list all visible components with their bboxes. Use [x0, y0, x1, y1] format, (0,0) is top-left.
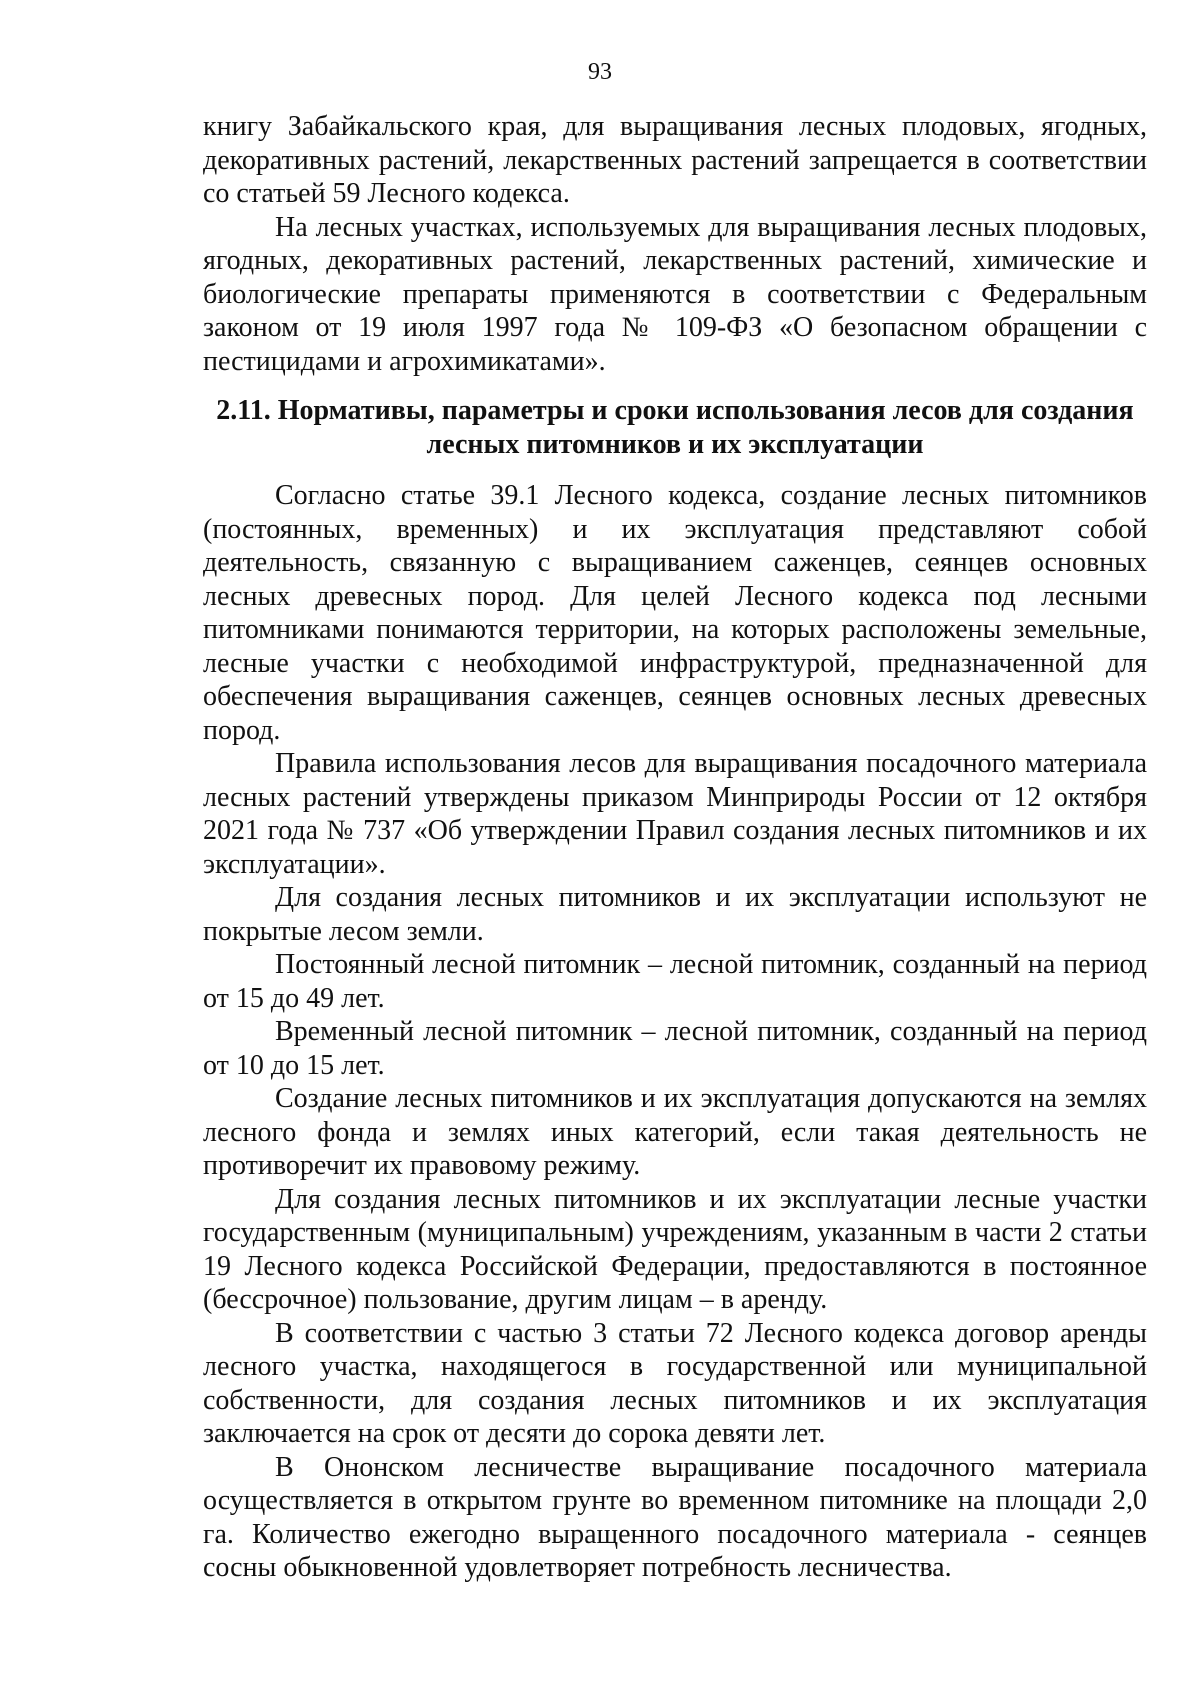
section-heading-line-1: 2.11. Нормативы, параметры и сроки использования лесов для создания	[216, 395, 1134, 426]
page-number: 93	[588, 59, 612, 85]
section-heading-line-2: лесных питомников и их эксплуатации	[426, 428, 924, 460]
paragraph-rules: Правила использования лесов для выращивания посадочного материала лесных растений утверждены приказом Минприроды России от 12 октября 2021 года № 737 «Об утверждении Правил создания лесных питомников и их эксплуатации».	[203, 748, 1147, 880]
paragraph-chemicals: На лесных участках, используемых для выращивания лесных плодовых, ягодных, декоративных растений, лекарственных растений, химические и биологические препараты применяются в соответствии с Федеральным законом от 19 июля 1997 года № 109-ФЗ «О безопасном обращении с пестицидами и агрохимикатами».	[203, 211, 1147, 377]
paragraph-land-categories: Создание лесных питомников и их эксплуатация допускаются на землях лесного фонда и землях иных категорий, если такая деятельность не противоречит их правовому режиму.	[203, 1083, 1147, 1181]
paragraph-lease-term: В соответствии с частью 3 статьи 72 Лесного кодекса договор аренды лесного участка, находящегося в государственной или муниципальной собственности, для создания лесных питомников и их эксплуатация заключается на срок от десяти до сорока девяти лет.	[203, 1317, 1147, 1449]
document-body	[203, 110, 1147, 1585]
paragraph-land-provision: Для создания лесных питомников и их эксплуатации лесные участки государственным (муниципальным) учреждениям, указанным в части 2 статьи 19 Лесного кодекса Российской Федерации, предоставляются в постоянное (бессрочное) пользование, другим лицам – в аренду.	[203, 1183, 1147, 1315]
paragraph-land-use: Для создания лесных питомников и их эксплуатации используют не покрытые лесом земли.	[203, 882, 1147, 947]
paragraph-permanent-nursery: Постоянный лесной питомник – лесной питомник, созданный на период от 15 до 49 лет.	[203, 949, 1147, 1014]
paragraph-continuation: книгу Забайкальского края, для выращивания лесных плодовых, ягодных, декоративных растений, лекарственных растений запрещается в соответствии со статьей 59 Лесного кодекса.	[203, 111, 1147, 209]
paragraph-article-39-1: Согласно статье 39.1 Лесного кодекса, создание лесных питомников (постоянных, временных) и их эксплуатация представляют собой деятельность, связанную с выращиванием саженцев, сеянцев основных лесных древесных пород. Для целей Лесного кодекса под лесными питомниками понимаются территории, на которых расположены земельные, лесные участки с необходимой инфраструктурой, предназначенной для обеспечения выращивания саженцев, сеянцев основных лесных древесных пород.	[203, 480, 1147, 746]
paragraph-onon-forestry: В Ононском лесничестве выращивание посадочного материала осуществляется в открытом грунте во временном питомнике на площади 2,0 га. Количество ежегодно выращенного посадочного материала - сеянцев сосны обыкновенной удовлетворяет потребность лесничества.	[203, 1451, 1147, 1583]
section-heading	[203, 394, 1147, 461]
paragraph-temporary-nursery: Временный лесной питомник – лесной питомник, созданный на период от 10 до 15 лет.	[203, 1016, 1147, 1081]
